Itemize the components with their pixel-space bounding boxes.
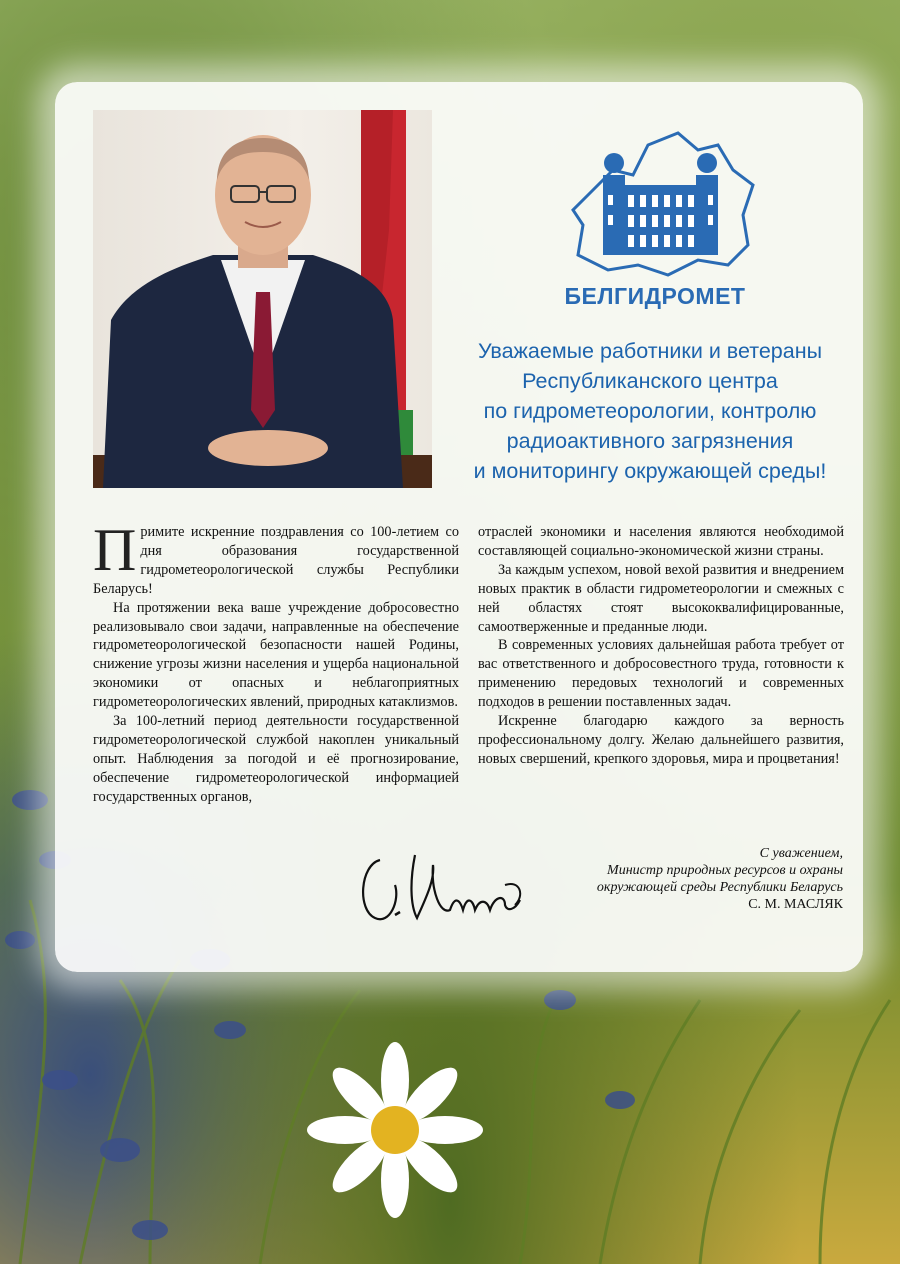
drop-cap: П [93,517,137,583]
hands [208,430,328,466]
greeting-line: по гидрометеорологии, контролю [483,399,817,423]
letter-paragraph: В современных условиях дальнейшая работа требует от вас ответственного и добросовестного труда, готовности к применению передовых технологий и современных подходов в решении поставленных задач. [478,637,844,711]
signoff-line: Министр природных ресурсов и охраны [607,863,843,878]
greeting-line: Республиканского центра [522,369,778,393]
greeting-line: радиоактивного загрязнения [506,429,794,453]
letter-paragraph: Искренне благодарю каждого за верность профессиональному долгу. Желаю дальнейшего развития, новых свершений, крепкого здоровья, мира и процветания! [478,713,844,767]
letter-paragraph: отраслей экономики и населения являются необходимой составляющей социально-экономической жизни страны. [478,524,844,559]
greeting-line: и мониторингу окружающей среды! [473,459,827,483]
signoff-line: окружающей среды Республики Беларусь [596,880,843,895]
logo-wordmark: БЕЛГИДРОМЕТ [564,283,746,309]
greeting-heading [445,336,855,486]
signoff [597,845,843,913]
letter-paragraph: На протяжении века ваше учреждение добросовестно реализовывало свои задачи, направленные на обеспечение гидрометеорологической безопасности нашей Родины, снижение угрозы жизни населения и ущерба национальной экономики от опасных и неблагоприятных гидрометеорологических явлений, природных катаклизмов. [93,599,459,711]
letter-column-right [478,523,844,769]
handwritten-signature [355,840,530,940]
minister-portrait [93,110,432,488]
letter-paragraph: За 100-летний период деятельности государственной гидрометеорологической службой накоплен уникальный опыт. Наблюдения за погодой и её прогнозирование, обеспечение гидрометеорологической информацией государственных органов, [93,713,459,805]
letter-paragraph: За каждым успехом, новой вехой развития и внедрением новых практик в области гидрометеорологии и смежных с ней областях стоят высококвалифицированные, самоотверженные и преданные люди. [478,561,844,635]
letter-paragraph: Примите искренние поздравления со 100-летием со дня образования государственной гидрометеорологической службы Республики Беларусь! [93,517,459,597]
greeting-line: Уважаемые работники и ветераны [477,339,823,363]
letter-column-left [93,517,459,807]
daisy-flower [307,1042,483,1218]
signoff-name: С. М. МАСЛЯК [748,897,843,912]
signoff-line: С уважением, [759,846,843,861]
